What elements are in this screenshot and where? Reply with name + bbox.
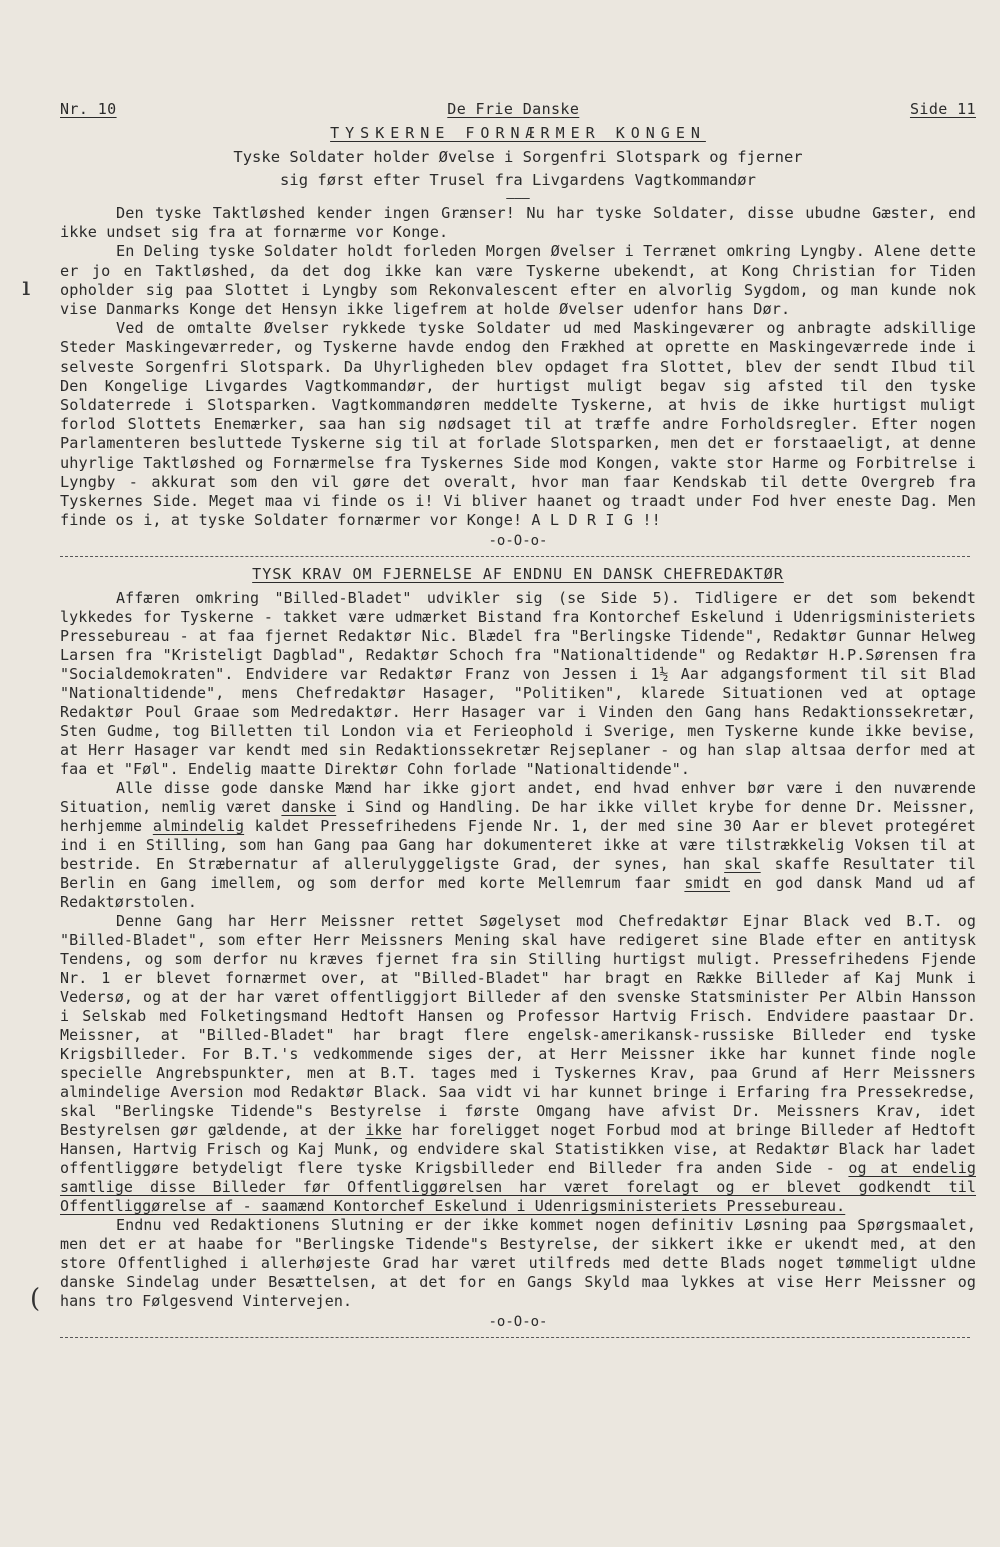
article-body	[60, 589, 976, 1311]
paragraph	[60, 779, 976, 912]
page-header	[60, 100, 976, 118]
underlined-text: skal	[724, 855, 761, 874]
underlined-text: almindelig	[152, 817, 245, 836]
paragraph: Endnu ved Redaktionens Slutning er der ikke kommet nogen definitiv Løsning paa Spørgsmaalet, men det er at haabe for "Berlingske Tidende"s Bestyrelse, der sikkert ikke er ukendt med, at den store Offentlighed i allerhøjeste Grad har været utilfreds med dette Blads noget tømmeligt uldne danske Sindelag under Besættelsen, at det for en Gangs Skyld maa lykkes at vise Herr Meissner og hans tro Følgesvend Vintervejen.	[60, 1216, 976, 1311]
text-run: Denne Gang har Herr Meissner rettet Søgelyset mod Chefredaktør Ejnar Black ved B.T. og "Billed-Bladet", som efter Herr Meissners Mening skal have redigeret sine Blade efter en antitysk Tendens, og som derfor nu kræves fjernet fra sin Stilling hurtigst muligt. Pressefrihedens Fjende Nr. 1 er blevet fornærmet over, at "Billed-Bladet" har bragt en Række Billeder af Kaj Munk i Vedersø, og at der har været offentliggjort Billeder af den svenske Statsminister Per Albin Hansson i Selskab med Folketingsmand Hedtoft Hansen og Professor Hartvig Frisch. Endvidere paastaar Dr. Meissner, at "Billed-Bladet" har bragt flere engelsk-amerikansk-russiske Billeder end tyske Krigsbilleder. For B.T.'s vedkommende siges der, at Herr Meissner ikke har kunnet finde nogle specielle Angrebspunkter, men at B.T. tages med i Tyskernes Krav, paa Grund af Herr Meissners almindelige Aversion mod Redaktør Black. Saa vidt vi har kunnet bringe i Erfaring fra Pressekredse, skal "Berlingske Tidende"s Bestyrelse i første Omgang have afvist Dr. Meissners Krav, idet Bestyrelsen gør gældende, at der	[60, 912, 976, 1140]
end-mark: -o-O-o-	[488, 1314, 548, 1331]
article-subtitle-line-2: sig først efter Trusel fra Livgardens Vagtkommandør	[280, 171, 756, 189]
article-body	[60, 204, 976, 530]
paragraph: Ved de omtalte Øvelser rykkede tyske Soldater ud med Maskingeværer og anbragte adskillige Steder Maskingeværreder, og Tyskerne havde endog den Frækhed at oprette en Maskingeværrede inde i selveste Sorgenfri Slotspark. Da Uhyrligheden blev opdaget fra Slottet, blev der sendt Ilbud til Den Kongelige Livgardes Vagtkommandør, der hurtigst muligt begav sig afsted til den tyske Soldaterrede i Slotsparken. Vagtkommandøren meddelte Tyskerne, at hvis de ikke hurtigst muligt forlod Slottets Enemærker, saa han sig nødsaget til at træffe andre Forholdsregler. Efter nogen Parlamenteren besluttede Tyskerne sig til at forlade Slotsparken, men det er forstaaeligt, at denne uhyrlige Taktløshed og Fornærmelse fra Tyskernes Side mod Kongen, vakte stor Harme og Forbitrelse i Lyngby - akkurat som den vil gøre det overalt, hvor man faar Kendskab til dette Overgreb fra Tyskernes Side. Meget maa vi finde os i! Vi bliver haanet og traadt under Fod hver eneste Dag. Men finde os i, at tyske Soldater fornærmer vor Konge! A L D R I G !!	[60, 319, 976, 530]
article-title: TYSKERNE FORNÆRMER KONGEN	[330, 124, 706, 142]
bottom-divider	[60, 1337, 970, 1338]
underlined-text: ikke	[365, 1121, 402, 1140]
paragraph: Affæren omkring "Billed-Bladet" udvikler sig (se Side 5). Tidligere er det som bekendt lykkedes for Tyskerne - takket være udmærket Bistand fra Kontorchef Eskelund i Udenrigsministeriets Pressebureau - at faa fjernet Redaktør Nic. Blædel fra "Berlingske Tidende", Redaktør Gunnar Helweg Larsen fra "Kristeligt Dagblad", Redaktør Schoch fra "Nationaltidende" og Redaktør H.P.Sørensen fra "Socialdemokraten". Endvidere var Redaktør Franz von Jessen i 1½ Aar adgangsforment til sit Blad "Nationaltidende", mens Chefredaktør Hasager, "Politiken", klarede Situationen ved at optage Redaktør Poul Graae som Medredaktør. Herr Hasager var i Vinden den Gang hans Redaktionssekretær, Sten Gudme, tog Billetten til London via et Ferieophold i Sverige, men Tyskerne kunde ikke bevise, at Herr Hasager var kendt med sin Redaktionssekretær Rejseplaner - og han slap altsaa derfor med at faa et "Føl". Endelig maatte Direktør Cohn forlade "Nationaltidende".	[60, 589, 976, 779]
article-chefredaktor	[60, 565, 976, 1331]
text-run: skaffe Resultater til Berlin en Gang imellem, og som derfor med korte Mellemrum faar	[60, 855, 976, 893]
text-run: Alle disse gode danske Mænd har ikke gjort andet, end hvad enhver bør være i den nuværende Situation, nemlig været	[60, 779, 976, 817]
margin-bracket: (	[30, 1284, 41, 1314]
publication-name: De Frie Danske	[447, 100, 580, 118]
subtitle-rule: ———	[506, 191, 530, 206]
article-subtitle-line-1: Tyske Soldater holder Øvelse i Sorgenfri Slotspark og fjerner	[233, 148, 803, 166]
issue-number: Nr. 10	[60, 100, 117, 118]
text-run: har foreligget noget Forbud mod at bringe Billeder af Hedtoft Hansen, Hartvig Frisch og Kaj Munk, og endvidere skal Statistikken vise, at Redaktør Black har ladet offentliggøre betydeligt flere tyske Krigsbilleder end Billeder fra anden Side -	[60, 1121, 976, 1178]
paragraph	[60, 912, 976, 1216]
article-title: TYSK KRAV OM FJERNELSE AF ENDNU EN DANSK CHEFREDAKTØR	[252, 565, 784, 584]
text-run: en god dansk Mand ud af Redaktørstolen.	[60, 874, 976, 912]
margin-mark: ı	[22, 272, 31, 302]
text-run: kaldet Pressefrihedens Fjende Nr. 1, der med sine 30 Aar er blevet protegéret ind i en Stilling, som han Gang paa Gang har dokumenteret ikke at være tilstrækkelig Voksen til at bestride. En Stræbernatur af allerulyggeligste Grad, der synes, han	[60, 817, 976, 874]
underlined-text: smidt	[684, 874, 731, 893]
end-mark: -o-O-o-	[488, 533, 548, 550]
underlined-text: danske	[281, 798, 337, 817]
underlined-text: og at endelig samtlige disse Billeder før Offentliggørelsen har været forelagt og er blevet godkendt til Offentliggørelse af - saamænd Kontorchef Eskelund i Udenrigsministeriets Pressebureau.	[60, 1159, 976, 1216]
article-kongen	[60, 124, 976, 550]
page-number: Side 11	[909, 100, 976, 118]
text-run: i Sind og Handling. De har ikke villet krybe for denne Dr. Meissner, herhjemme	[60, 798, 977, 836]
paragraph: Den tyske Taktløshed kender ingen Grænser! Nu har tyske Soldater, disse ubudne Gæster, end ikke undset sig fra at fornærme vor Konge.	[60, 204, 976, 242]
paragraph: En Deling tyske Soldater holdt forleden Morgen Øvelser i Terrænet omkring Lyngby. Alene dette er jo en Taktløshed, da det dog ikke kan være Tyskerne ubekendt, at Kong Christian for Tiden opholder sig paa Slottet i Lyngby som Rekonvalescent efter en alvorlig Sygdom, og man kunde nok vise Danmarks Konge det Hensyn ikke ligefrem at holde Øvelser udenfor hans Dør.	[60, 242, 976, 319]
section-divider	[60, 556, 970, 557]
